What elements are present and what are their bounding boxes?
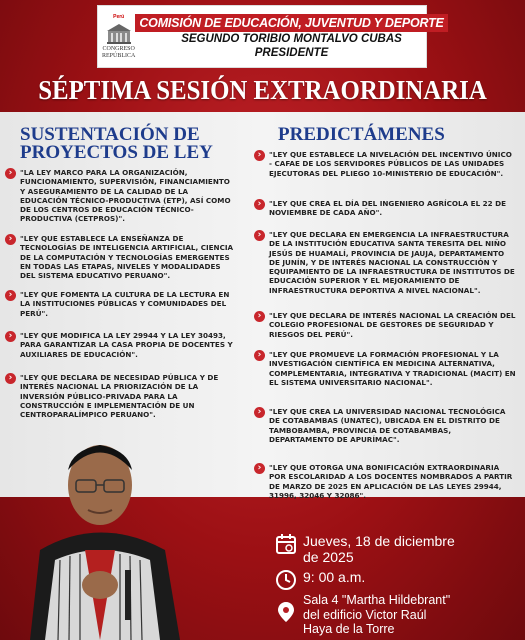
list-item — [5, 234, 237, 280]
list-item-text: "LEY QUE PROMUEVE LA FORMACIÓN PROFESIONAL Y LA INVESTIGACIÓN CIENTÍFICA EN MEDICINA ALTERNATIVA, COMPLEMENTARIA, INTEGRATIVA Y TRADICIONAL (MACIT) EN EL SISTEMA UNIVERSITARIO NACIONAL". — [269, 350, 516, 387]
chevron-right-icon: › — [254, 199, 265, 210]
list-item-text: "LA LEY MARCO PARA LA ORGANIZACIÓN, FUNCIONAMIENTO, SUPERVISIÓN, FINANCIAMIENTO Y ASEGURAMIENTO DE LA CALIDAD DE LA EDUCACIÓN TÉCNICO-PRODUCTIVA (ETP), ASÍ COMO DE LOS CENTROS DE EDUCACIÓN TÉCNICO-PRODUCTIVA (CETPROS)". — [20, 168, 231, 224]
calendar-icon — [275, 533, 297, 555]
logo-congreso-text: CONGRESO — [102, 45, 135, 52]
chevron-right-icon: › — [5, 331, 16, 342]
chevron-right-icon: › — [5, 234, 16, 245]
logo-peru-text: Perú — [113, 13, 125, 20]
presidente-name: SEGUNDO TORIBIO MONTALVO CUBAS — [181, 32, 402, 45]
congress-building-icon — [105, 21, 133, 45]
event-date-row — [275, 533, 473, 565]
chevron-right-icon: › — [5, 290, 16, 301]
chevron-right-icon: › — [5, 168, 16, 179]
location-pin-icon — [275, 601, 297, 623]
clock-icon — [275, 569, 297, 591]
list-item — [254, 230, 516, 295]
right-column-heading: PREDICTÁMENES — [278, 124, 445, 145]
list-item — [5, 331, 237, 359]
list-item — [254, 350, 516, 387]
left-column-heading: SUSTENTACIÓN DE PROYECTOS DE LEY — [20, 124, 213, 163]
list-item-text: "LEY QUE FOMENTA LA CULTURA DE LA LECTURA EN LA INSTITUCIONES PÚBLICAS Y COMUNIDADES DEL PERÚ". — [20, 290, 230, 318]
list-item — [5, 168, 237, 224]
event-date: Jueves, 18 de diciembre de 2025 — [303, 533, 455, 565]
chevron-right-icon: › — [254, 311, 265, 322]
chevron-right-icon: › — [254, 407, 265, 418]
list-item-text: "LEY QUE OTORGA UNA BONIFICACIÓN EXTRAORDINARIA POR ESCOLARIDAD A LOS DOCENTES NOMBRADOS A PARTIR DE MARZO DE 2025 EN APLICACIÓN DE LAS LEYES 29944, 31996, 32046 Y 32086". — [269, 463, 513, 500]
event-location-row — [275, 593, 453, 637]
list-item-text: "LEY QUE CREA EL DÍA DEL INGENIERO AGRÍCOLA EL 22 DE NOVIEMBRE DE CADA AÑO". — [269, 199, 507, 218]
list-item-text: "LEY QUE ESTABLECE LA NIVELACIÓN DEL INCENTIVO ÚNICO - CAFAE DE LOS SERVIDORES PÚBLICOS DE LAS UNIDADES EJECUTORAS DEL PLIEGO 10-MINISTERIO DE EDUCACIÓN". — [269, 150, 512, 178]
list-item — [254, 311, 516, 339]
chevron-right-icon: › — [254, 463, 265, 474]
header-banner — [97, 5, 444, 68]
chevron-right-icon: › — [254, 230, 265, 241]
list-item-text: "LEY QUE DECLARA EN EMERGENCIA LA INFRAESTRUCTURA DE LA INSTITUCIÓN EDUCATIVA SANTA TERESITA DEL NIÑO JESÚS DE HUAMALÍ, PROVINCIA DE JAUJA, DEPARTAMENTO DE JUNÍN, Y DE INTERÉS NACIONAL LA CONSTRUCCIÓN Y EQUIPAMIENTO DE LA INFRAESTRUCTURA DE INSTITUTOS DE EDUCACIÓN SUPERIOR Y EL MEJORAMIENTO DE INFRAESTRUCTURA DEPORTIVA A NIVEL NACIONAL". — [269, 230, 515, 295]
presidente-role: PRESIDENTE — [254, 46, 329, 59]
list-item-text: "LEY QUE MODIFICA LA LEY 29944 Y LA LEY 30493, PARA GARANTIZAR LA CASA PROPIA DE DOCENTES Y AUXILIARES DE EDUCACIÓN". — [20, 331, 233, 359]
event-time-row — [275, 569, 365, 591]
logo-republica-text: REPÚBLICA — [102, 52, 136, 59]
chevron-right-icon: › — [254, 350, 265, 361]
list-item — [5, 373, 237, 419]
event-time: 9: 00 a.m. — [303, 569, 366, 585]
comision-title: COMISIÓN DE EDUCACIÓN, JUVENTUD Y DEPORTE — [135, 14, 447, 32]
list-item — [254, 150, 516, 178]
list-item — [254, 463, 516, 500]
presenter-photo — [0, 430, 200, 640]
list-item-text: "LEY QUE DECLARA DE INTERÉS NACIONAL LA CREACIÓN DEL COLEGIO PROFESIONAL DE GESTORES DE SEGURIDAD Y RIESGOS DEL PERÚ". — [269, 311, 516, 339]
chevron-right-icon: › — [5, 373, 16, 384]
list-item-text: "LEY QUE CREA LA UNIVERSIDAD NACIONAL TECNOLÓGICA DE COTABAMBAS (UNATEC), UBICADA EN EL DISTRITO DE TAMBOBAMBA, PROVINCIA DE COTABAMBAS, DEPARTAMENTO DE APURÍMAC". — [269, 407, 506, 444]
event-location: Sala 4 "Martha Hildebrant" del edificio Victor Raúl Haya de la Torre — [303, 593, 451, 636]
chevron-right-icon: › — [254, 150, 265, 161]
list-item-text: "LEY QUE ESTABLECE LA ENSEÑANZA DE TECNOLOGÍAS DE INTELIGENCIA ARTIFICIAL, CIENCIA DE LA COMPUTACIÓN Y TECNOLOGÍAS EMERGENTES EN TODAS LAS ETAPAS, NIVELES Y MODALIDADES DEL SISTEMA EDUCATIVO PERUANO". — [20, 234, 234, 281]
list-item — [5, 290, 237, 318]
page-title: SÉPTIMA SESIÓN EXTRAORDINARIA — [38, 75, 487, 105]
list-item-text: "LEY QUE DECLARA DE NECESIDAD PÚBLICA Y DE INTERÉS NACIONAL LA PRIORIZACIÓN DE LA INVERSIÓN PÚBLICO-PRIVADA PARA LA CONSTRUCCIÓN E IMPLEMENTACIÓN DE UN CENTROPARALÍMPICO PERUANO". — [20, 373, 219, 420]
congreso-logo — [102, 8, 135, 66]
list-item — [254, 199, 516, 218]
list-item — [254, 407, 516, 444]
